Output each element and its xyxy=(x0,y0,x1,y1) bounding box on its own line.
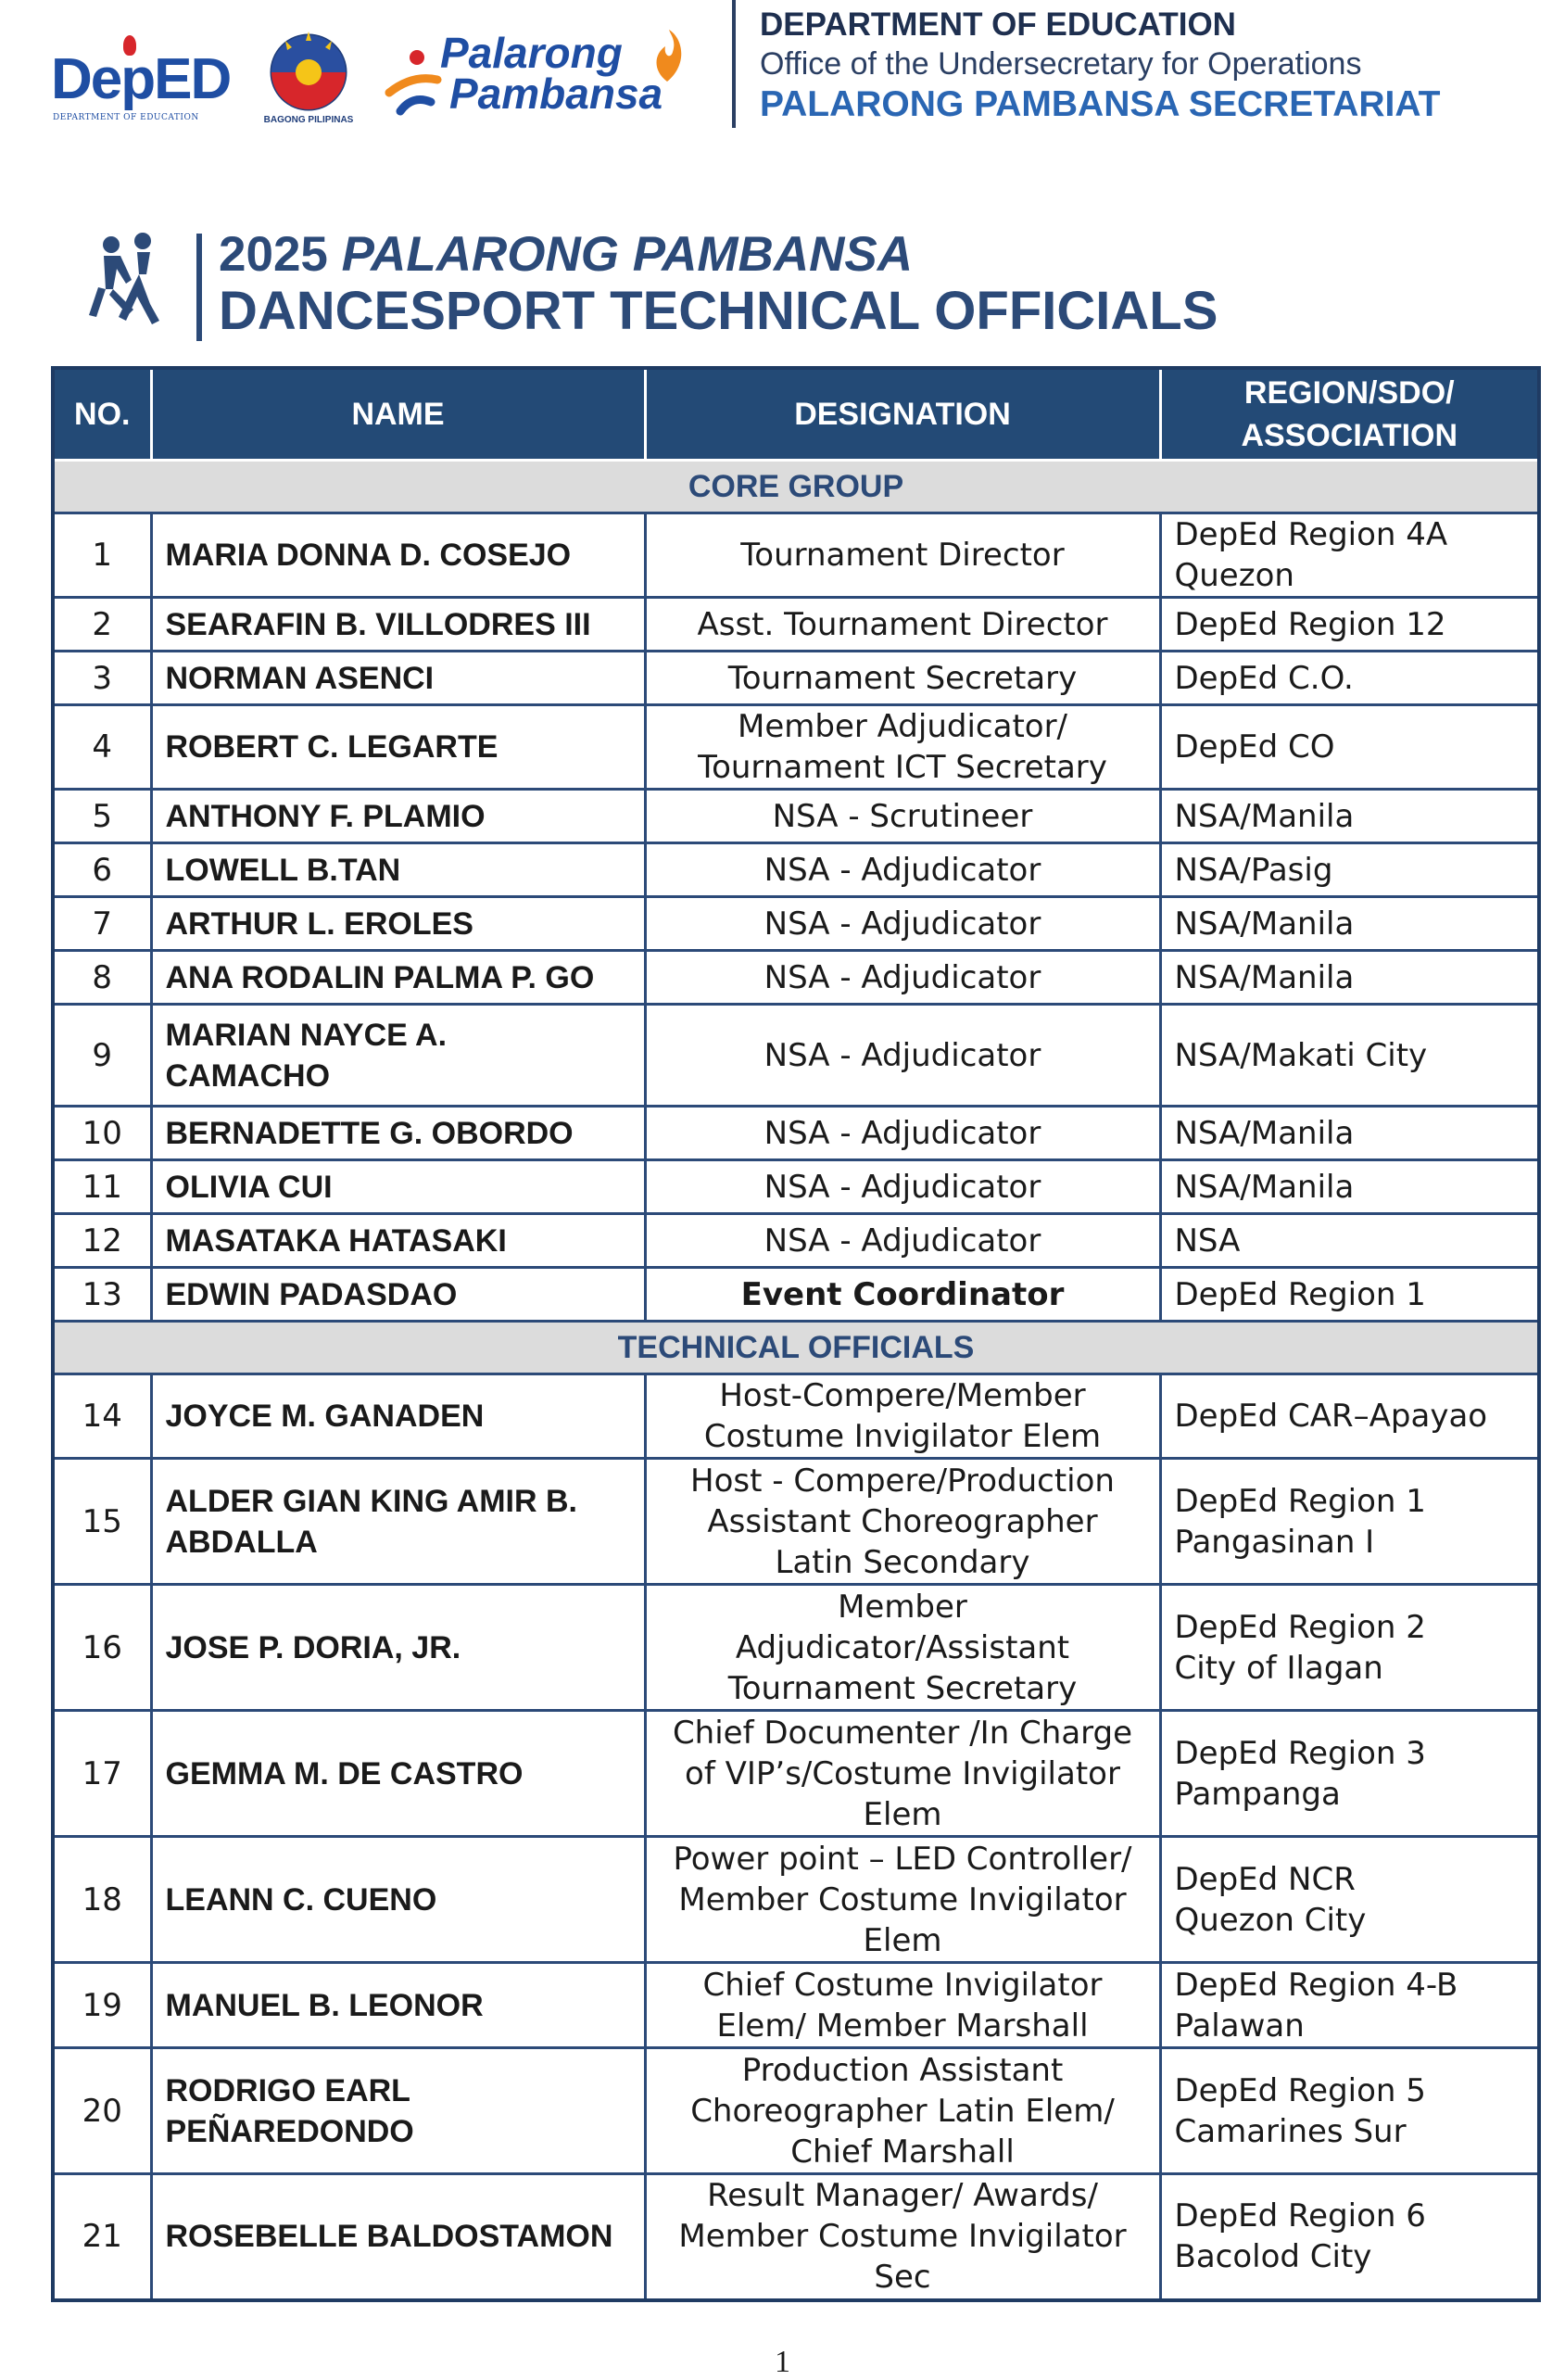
official-name: ROSEBELLE BALDOSTAMON xyxy=(151,2174,645,2300)
deped-logo-text: DepED xyxy=(51,47,231,111)
official-designation: Host - Compere/Production Assistant Choreographer Latin Secondary xyxy=(645,1459,1160,1585)
official-name: RODRIGO EARL PEÑAREDONDO xyxy=(151,2048,645,2174)
table-row xyxy=(53,1268,1539,1322)
official-region: DepEd Region 2 City of Ilagan xyxy=(1160,1585,1539,1711)
official-designation: Chief Costume Invigilator Elem/ Member Marshall xyxy=(645,1963,1160,2048)
official-designation: Event Coordinator xyxy=(645,1268,1160,1322)
official-region: NSA/Pasig xyxy=(1160,843,1539,897)
official-region: DepEd Region 1 Pangasinan I xyxy=(1160,1459,1539,1585)
official-region: DepEd Region 6 Bacolod City xyxy=(1160,2174,1539,2300)
title-year: 2025 xyxy=(219,227,328,282)
header-region-line2: ASSOCIATION xyxy=(1241,418,1458,453)
deped-logo xyxy=(51,35,236,128)
official-region: DepEd Region 5 Camarines Sur xyxy=(1160,2048,1539,2174)
official-designation: Asst. Tournament Director xyxy=(645,598,1160,652)
official-region: DepEd Region 12 xyxy=(1160,598,1539,652)
page-number: 1 xyxy=(775,2345,790,2379)
deped-logo-subtext: DEPARTMENT OF EDUCATION xyxy=(53,113,199,122)
official-region: NSA/Manila xyxy=(1160,951,1539,1005)
bagong-pilipinas-text: BAGONG PILIPINAS xyxy=(263,115,354,125)
row-number: 20 xyxy=(53,2048,151,2174)
page-title-year-event xyxy=(219,226,913,283)
row-number: 11 xyxy=(53,1160,151,1214)
office-name: Office of the Undersecretary for Operations xyxy=(760,46,1362,82)
official-name: ALDER GIAN KING AMIR B. ABDALLA xyxy=(151,1459,645,1585)
official-name: LOWELL B.TAN xyxy=(151,843,645,897)
official-designation: Chief Documenter /In Charge of VIP’s/Costume Invigilator Elem xyxy=(645,1711,1160,1837)
official-designation: Host-Compere/Member Costume Invigilator Elem xyxy=(645,1374,1160,1459)
official-region: DepEd CAR–Apayao xyxy=(1160,1374,1539,1459)
official-region: DepEd Region 4A Quezon xyxy=(1160,513,1539,598)
table-row xyxy=(53,1005,1539,1107)
table-row xyxy=(53,1214,1539,1268)
row-number: 5 xyxy=(53,790,151,843)
official-name: EDWIN PADASDAO xyxy=(151,1268,645,1322)
table-row xyxy=(53,1585,1539,1711)
row-number: 10 xyxy=(53,1107,151,1160)
table-row xyxy=(53,652,1539,705)
bagong-pilipinas-emblem-icon xyxy=(258,28,360,113)
official-region: DepEd CO xyxy=(1160,705,1539,790)
row-number: 19 xyxy=(53,1963,151,2048)
official-region: NSA/Makati City xyxy=(1160,1005,1539,1107)
palarong-logo-line2: Pambansa xyxy=(449,70,663,118)
official-name: JOYCE M. GANADEN xyxy=(151,1374,645,1459)
official-name: NORMAN ASENCI xyxy=(151,652,645,705)
official-name: SEARAFIN B. VILLODRES III xyxy=(151,598,645,652)
section-title: TECHNICAL OFFICIALS xyxy=(53,1322,1539,1374)
official-designation: NSA - Adjudicator xyxy=(645,1005,1160,1107)
runner-icon xyxy=(380,46,445,120)
table-row xyxy=(53,1963,1539,2048)
header-region xyxy=(1160,368,1539,461)
official-name: ARTHUR L. EROLES xyxy=(151,897,645,951)
row-number: 21 xyxy=(53,2174,151,2300)
official-region: NSA/Manila xyxy=(1160,1160,1539,1214)
row-number: 14 xyxy=(53,1374,151,1459)
palarong-pambansa-logo xyxy=(380,28,695,130)
official-name: MARIAN NAYCE A. CAMACHO xyxy=(151,1005,645,1107)
official-name: ANA RODALIN PALMA P. GO xyxy=(151,951,645,1005)
officials-table xyxy=(51,366,1541,2302)
department-block xyxy=(760,6,1441,126)
official-region: NSA/Manila xyxy=(1160,1107,1539,1160)
official-region: DepEd Region 1 xyxy=(1160,1268,1539,1322)
table-row xyxy=(53,598,1539,652)
official-designation: Result Manager/ Awards/ Member Costume Invigilator Sec xyxy=(645,2174,1160,2300)
official-region: NSA xyxy=(1160,1214,1539,1268)
official-name: BERNADETTE G. OBORDO xyxy=(151,1107,645,1160)
row-number: 15 xyxy=(53,1459,151,1585)
official-designation: Tournament Secretary xyxy=(645,652,1160,705)
table-row xyxy=(53,2174,1539,2300)
row-number: 4 xyxy=(53,705,151,790)
secretariat-name: PALARONG PAMBANSA SECRETARIAT xyxy=(760,84,1441,124)
dancers-icon xyxy=(85,232,169,334)
table-row xyxy=(53,1459,1539,1585)
official-designation: Member Adjudicator/ Tournament ICT Secretary xyxy=(645,705,1160,790)
official-region: DepEd Region 4-B Palawan xyxy=(1160,1963,1539,2048)
table-row xyxy=(53,843,1539,897)
official-name: MANUEL B. LEONOR xyxy=(151,1963,645,2048)
row-number: 6 xyxy=(53,843,151,897)
header-name: NAME xyxy=(151,368,645,461)
official-region: DepEd C.O. xyxy=(1160,652,1539,705)
row-number: 12 xyxy=(53,1214,151,1268)
table-row xyxy=(53,2048,1539,2174)
row-number: 16 xyxy=(53,1585,151,1711)
table-row xyxy=(53,1837,1539,1963)
official-designation: Power point – LED Controller/ Member Costume Invigilator Elem xyxy=(645,1837,1160,1963)
header-region-line1: REGION/SDO/ xyxy=(1243,375,1455,411)
row-number: 17 xyxy=(53,1711,151,1837)
table-row xyxy=(53,897,1539,951)
row-number: 8 xyxy=(53,951,151,1005)
row-number: 13 xyxy=(53,1268,151,1322)
table-row xyxy=(53,513,1539,598)
table-header-row xyxy=(53,368,1539,461)
bagong-pilipinas-logo xyxy=(258,28,360,130)
official-designation: NSA - Adjudicator xyxy=(645,843,1160,897)
table-row xyxy=(53,1374,1539,1459)
table-row xyxy=(53,1160,1539,1214)
official-designation: Member Adjudicator/Assistant Tournament Secretary xyxy=(645,1585,1160,1711)
header-no: NO. xyxy=(53,368,151,461)
official-region: NSA/Manila xyxy=(1160,790,1539,843)
official-name: LEANN C. CUENO xyxy=(151,1837,645,1963)
header-divider xyxy=(732,0,736,128)
official-designation: Production Assistant Choreographer Latin Elem/ Chief Marshall xyxy=(645,2048,1160,2174)
official-designation: NSA - Adjudicator xyxy=(645,951,1160,1005)
section-title: CORE GROUP xyxy=(53,461,1539,513)
row-number: 3 xyxy=(53,652,151,705)
title-event: PALARONG PAMBANSA xyxy=(341,227,913,282)
official-designation: NSA - Adjudicator xyxy=(645,1214,1160,1268)
official-designation: NSA - Adjudicator xyxy=(645,1107,1160,1160)
official-name: ANTHONY F. PLAMIO xyxy=(151,790,645,843)
table-row xyxy=(53,1711,1539,1837)
row-number: 2 xyxy=(53,598,151,652)
official-designation: NSA - Adjudicator xyxy=(645,1160,1160,1214)
official-region: NSA/Manila xyxy=(1160,897,1539,951)
row-number: 7 xyxy=(53,897,151,951)
row-number: 18 xyxy=(53,1837,151,1963)
palarong-logo-line1: Palarong xyxy=(440,29,623,77)
official-name: MASATAKA HATASAKI xyxy=(151,1214,645,1268)
title-accent-bar xyxy=(196,234,202,341)
official-name: MARIA DONNA D. COSEJO xyxy=(151,513,645,598)
official-designation: NSA - Scrutineer xyxy=(645,790,1160,843)
table-row xyxy=(53,951,1539,1005)
header-designation: DESIGNATION xyxy=(645,368,1160,461)
section-row xyxy=(53,1322,1539,1374)
department-name: DEPARTMENT OF EDUCATION xyxy=(760,6,1236,43)
official-region: DepEd NCR Quezon City xyxy=(1160,1837,1539,1963)
section-row xyxy=(53,461,1539,513)
table-row xyxy=(53,705,1539,790)
table-row xyxy=(53,1107,1539,1160)
official-name: OLIVIA CUI xyxy=(151,1160,645,1214)
table-body xyxy=(53,461,1539,2300)
official-region: DepEd Region 3 Pampanga xyxy=(1160,1711,1539,1837)
official-name: JOSE P. DORIA, JR. xyxy=(151,1585,645,1711)
row-number: 9 xyxy=(53,1005,151,1107)
official-name: GEMMA M. DE CASTRO xyxy=(151,1711,645,1837)
official-designation: NSA - Adjudicator xyxy=(645,897,1160,951)
official-name: ROBERT C. LEGARTE xyxy=(151,705,645,790)
page-title: DANCESPORT TECHNICAL OFFICIALS xyxy=(219,281,1218,341)
table-row xyxy=(53,790,1539,843)
official-designation: Tournament Director xyxy=(645,513,1160,598)
row-number: 1 xyxy=(53,513,151,598)
